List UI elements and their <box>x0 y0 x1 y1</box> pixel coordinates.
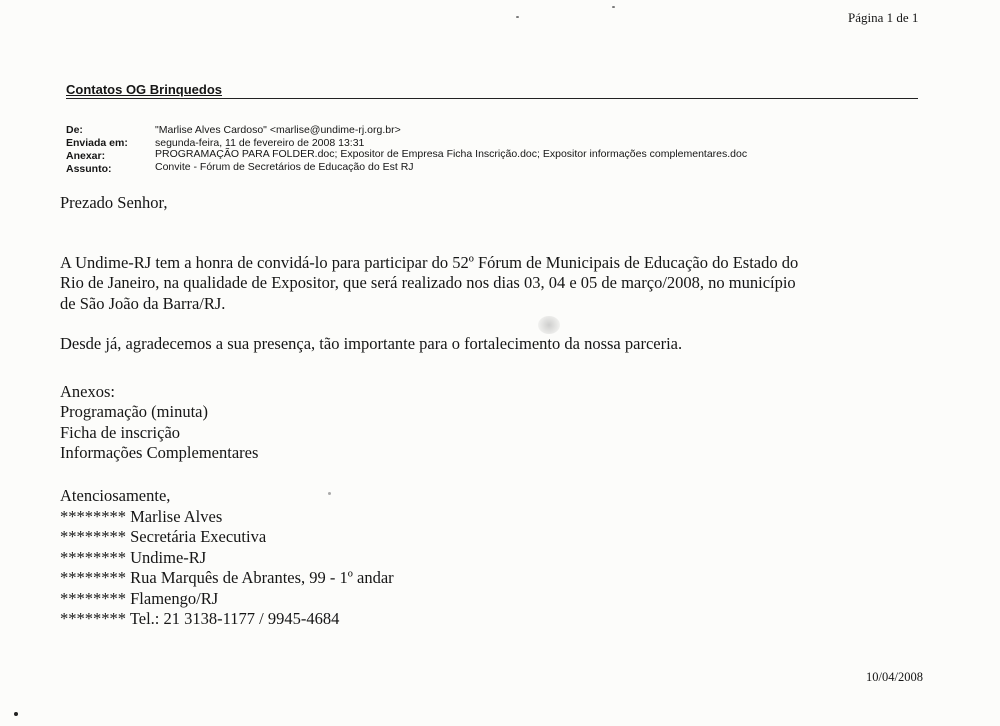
scan-smudge <box>538 316 560 334</box>
sent-value: segunda-feira, 11 de fevereiro de 2008 13:31 <box>155 137 365 149</box>
scan-speck <box>516 16 519 18</box>
attachment-item: Informações Complementares <box>60 443 259 462</box>
closing: Atenciosamente, <box>60 486 171 505</box>
page-number: Página 1 de 1 <box>848 10 919 25</box>
signature-line: ******** Rua Marquês de Abrantes, 99 - 1º andar <box>60 568 394 587</box>
signature-line: ******** Marlise Alves <box>60 507 223 526</box>
paragraph2: Desde já, agradecemos a sua presença, tão importante para o fortalecimento da nossa parceria. <box>60 334 683 353</box>
scan-speck <box>328 492 331 495</box>
signature-line: ******** Undime-RJ <box>60 548 207 567</box>
signature-line: ******** Secretária Executiva <box>60 527 267 546</box>
header-rule <box>66 98 918 99</box>
signature-line: ******** Tel.: 21 3138-1177 / 9945-4684 <box>60 609 340 628</box>
from-label: De: <box>66 124 83 136</box>
sender-org: Contatos OG Brinquedos <box>66 82 222 97</box>
paragraph1-line: de São João da Barra/RJ. <box>60 294 226 313</box>
scan-speck <box>14 712 18 716</box>
sent-label: Enviada em: <box>66 137 128 149</box>
attach-label: Anexar: <box>66 150 106 162</box>
attach-value: PROGRAMAÇÃO PARA FOLDER.doc; Expositor de Empresa Ficha Inscrição.doc; Expositor informações complementares.doc <box>155 148 748 160</box>
greeting: Prezado Senhor, <box>60 193 168 212</box>
paragraph1-line: A Undime-RJ tem a honra de convidá-lo para participar do 52º Fórum de Municipais de Educação do Estado do <box>60 253 799 272</box>
attachments-title: Anexos: <box>60 382 115 401</box>
attachment-item: Programação (minuta) <box>60 402 208 421</box>
subject-value: Convite - Fórum de Secretários de Educação do Est RJ <box>155 161 414 173</box>
subject-label: Assunto: <box>66 163 112 175</box>
paragraph1-line: Rio de Janeiro, na qualidade de Expositor, que será realizado nos dias 03, 04 e 05 de março/2008, no município <box>60 273 796 292</box>
from-value: "Marlise Alves Cardoso" <marlise@undime-rj.org.br> <box>155 124 401 136</box>
attachment-item: Ficha de inscrição <box>60 423 181 442</box>
print-date: 10/04/2008 <box>866 670 923 684</box>
scan-speck <box>612 6 615 8</box>
signature-line: ******** Flamengo/RJ <box>60 589 219 608</box>
